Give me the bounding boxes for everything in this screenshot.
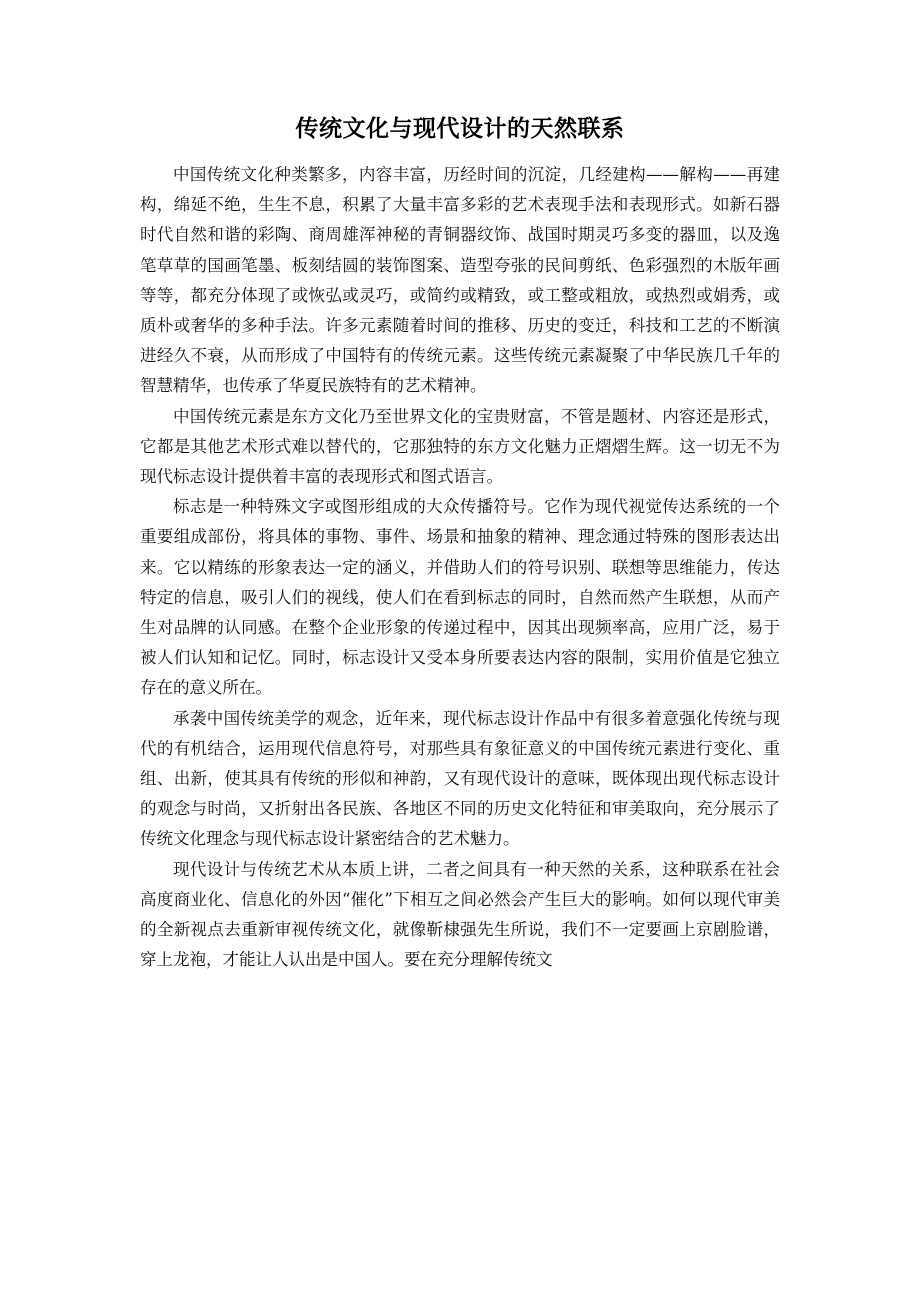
paragraph-2: 中国传统元素是东方文化乃至世界文化的宝贵财富，不管是题材、内容还是形式，它都是其他艺术形式难以替代的，它那独特的东方文化魅力正熠熠生辉。这一切无不为现代标志设计提供着丰富的表现形式和图式语言。	[140, 406, 780, 487]
paragraph-5: 现代设计与传统艺术从本质上讲，二者之间具有一种天然的关系，这种联系在社会高度商业化、信息化的外因“催化”下相互之间必然会产生巨大的影响。如何以现代审美的全新视点去重新审视传统文化，就像靳棣强先生所说，我们不一定要画上京剧脸谱，穿上龙袍，才能让人认出是中国人。要在充分理解传统文	[140, 859, 780, 970]
paragraph-1: 中国传统文化种类繁多，内容丰富，历经时间的沉淀，几经建构——解构——再建构，绵延不绝，生生不息，积累了大量丰富多彩的艺术表现手法和表现形式。如新石器时代自然和谐的彩陶、商周雄浑神秘的青铜器纹饰、战国时期灵巧多变的器皿，以及逸笔草草的国画笔墨、板刻结圆的装饰图案、造型夸张的民间剪纸、色彩强烈的木版年画等等，都充分体现了或恢弘或灵巧，或简约或精致，或工整或粗放，或热烈或娟秀，或质朴或奢华的多种手法。许多元素随着时间的推移、历史的变迁，科技和工艺的不断演进经久不衰，从而形成了中国特有的传统元素。这些传统元素凝聚了中华民族几千年的智慧精华，也传承了华夏民族特有的艺术精神。	[140, 165, 780, 396]
paragraph-4: 承袭中国传统美学的观念，近年来，现代标志设计作品中有很多着意强化传统与现代的有机结合，运用现代信息符号，对那些具有象征意义的中国传统元素进行变化、重组、出新，使其具有传统的形似和神韵，又有现代设计的意味，既体现出现代标志设计的观念与时尚，又折射出各民族、各地区不同的历史文化特征和审美取向，充分展示了传统文化理念与现代标志设计紧密结合的艺术魅力。	[140, 708, 780, 849]
document-title: 传统文化与现代设计的天然联系	[295, 116, 625, 142]
paragraph-3: 标志是一种特殊文字或图形组成的大众传播符号。它作为现代视觉传达系统的一个重要组成部份，将具体的事物、事件、场景和抽象的精神、理念通过特殊的图形表达出来。它以精练的形象表达一定的涵义，并借助人们的符号识别、联想等思维能力，传达特定的信息，吸引人们的视线，使人们在看到标志的同时，自然而然产生联想，从而产生对品牌的认同感。在整个企业形象的传递过程中，因其出现频率高，应用广泛，易于被人们认知和记忆。同时，标志设计又受本身所要表达内容的限制，实用价值是它独立存在的意义所在。	[140, 497, 780, 698]
document-body	[140, 160, 780, 975]
